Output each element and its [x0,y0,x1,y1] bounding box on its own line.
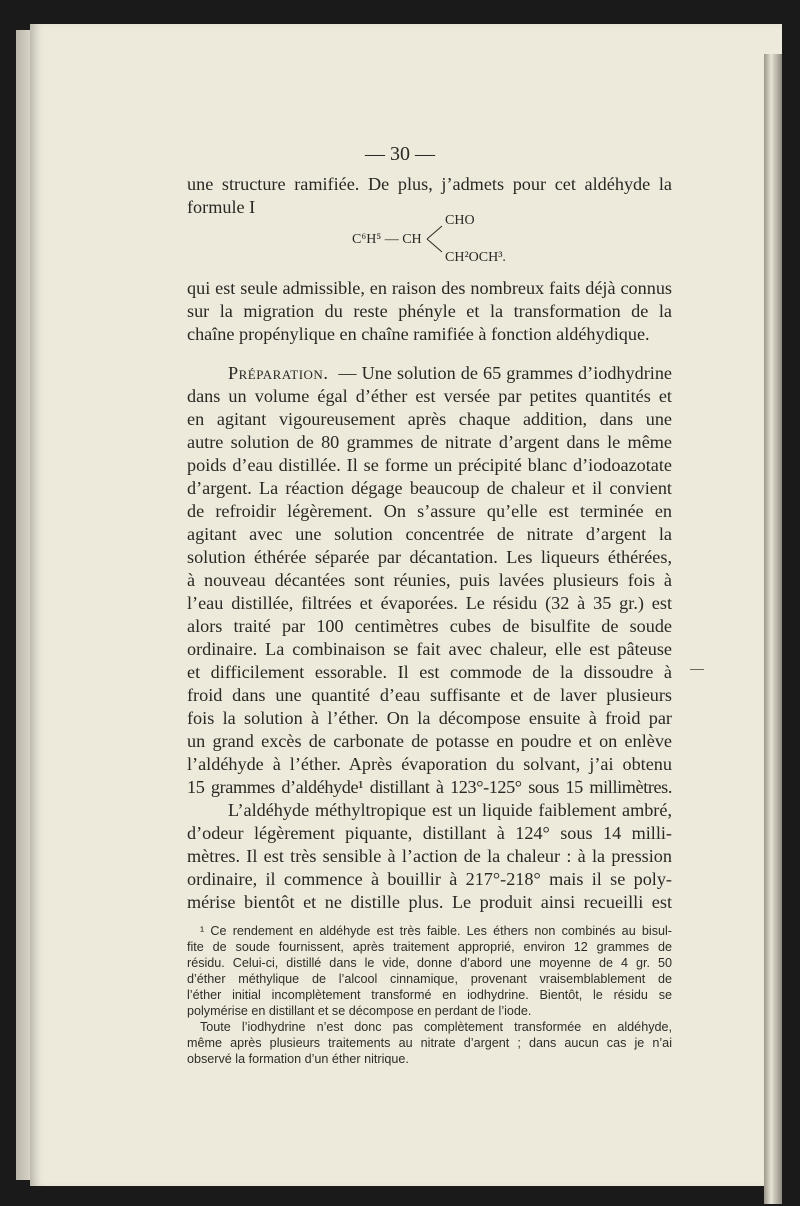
text-line: l’eau distillée, filtrées et évaporées. Le résidu (32 à 35 gr.) est [187,593,672,613]
formula-left: C⁶H⁵ — CH [352,232,422,247]
section-heading: Préparation. [228,363,329,383]
text-line: sur la migration du reste phényle et la transformation de la [187,301,672,321]
text-line: d’argent. La réaction dégage beaucoup de chaleur et il convient [187,478,672,498]
text-line: alors traité par 100 centimètres cubes de bisulfite de soude [187,616,672,636]
text-line: et difficilement essorable. Il est commode de la dissoudre à [187,662,672,682]
page-edge-right [764,54,782,1204]
footnote-line: l’éther initial incomplètement transformé en iodhydrine. Bientôt, le résidu se [187,988,672,1002]
footnote-line: ¹ Ce rendement en aldéhyde est très faible. Les éthers non combinés au bisul- [200,924,672,938]
text-line: de refroidir légèrement. On s’assure qu’elle est terminée en [187,501,672,521]
footnote-line: polymérise en distillant et se décompose en perdant de l’iode. [187,1004,532,1018]
footnote-line: fite de soude fournissent, après traitement approprié, environ 12 grammes de [187,940,672,954]
text-line: une structure ramifiée. De plus, j’admets pour cet aldéhyde la [187,174,672,194]
text-line: l’aldéhyde à l’éther. Après évaporation du solvant, j’ai obtenu [187,754,672,774]
text-line: poids d’eau distillée. Il se forme un précipité blanc d’iodoazotate [187,455,672,475]
text-line: ordinaire. La combinaison se fait avec chaleur, elle est pâteuse [187,639,672,659]
margin-mark [690,669,704,670]
footnote-line: résidu. Celui-ci, distillé dans le vide, donne d’abord une moyenne de 4 gr. 50 [187,956,672,970]
text-line: froid dans une quantité d’eau suffisante et de laver plusieurs [187,685,672,705]
formula-top: CHO [445,213,475,228]
footnote-line: même après plusieurs traitements au nitrate d’argent ; dans aucun cas je n’ai [187,1036,672,1050]
text-line: mètres. Il est très sensible à l’action de la chaleur : à la pression [187,846,672,866]
text-line: ordinaire, il commence à bouillir à 217°-218° mais il se poly- [187,869,672,889]
page-number: — 30 — [365,143,435,165]
text-line: en agitant vigoureusement après chaque addition, dans une [187,409,672,429]
text-line: agitant avec une solution concentrée de nitrate d’argent la [187,524,672,544]
text-line: formule I [187,197,256,217]
footnote-line: Toute l’iodhydrine n’est donc pas complètement transformée en aldéhyde, [200,1020,672,1034]
text-line: — Une solution de 65 grammes d’iodhydrine [338,363,672,383]
text-line: dans un volume égal d’éther est versée par petites quantités et [187,386,672,406]
footnote-line: d’éther méthylique de l’alcool cinnamique, provenant vraisemblablement de [187,972,672,986]
text-line: 15 grammes d’aldéhyde¹ distillant à 123°-125° sous 15 millimètres. [187,777,672,797]
text-line: autre solution de 80 grammes de nitrate d’argent dans le même [187,432,672,452]
text-line: à nouveau décantées sont réunies, puis lavées plusieurs fois à [187,570,672,590]
formula-branch-lines [425,220,445,258]
text-line: L’aldéhyde méthyltropique est un liquide faiblement ambré, [228,800,672,820]
text-line: fois la solution à l’éther. On la décompose ensuite à froid par [187,708,672,728]
text-line: d’odeur légèrement piquante, distillant à 124° sous 14 milli- [187,823,672,843]
text-line: chaîne propénylique en chaîne ramifiée à fonction aldéhydique. [187,324,650,344]
formula-bottom: CH²OCH³. [445,250,506,265]
footnote-line: observé la formation d’un éther nitrique. [187,1052,409,1066]
text-line: un grand excès de carbonate de potasse en poudre et on enlève [187,731,672,751]
section-first-line [228,362,672,384]
text-line: solution éthérée séparée par décantation. Les liqueurs éthérées, [187,547,672,567]
text-line: qui est seule admissible, en raison des nombreux faits déjà connus [187,278,672,298]
text-line: mérise bientôt et ne distille plus. Le produit ainsi recueilli est [187,892,672,912]
